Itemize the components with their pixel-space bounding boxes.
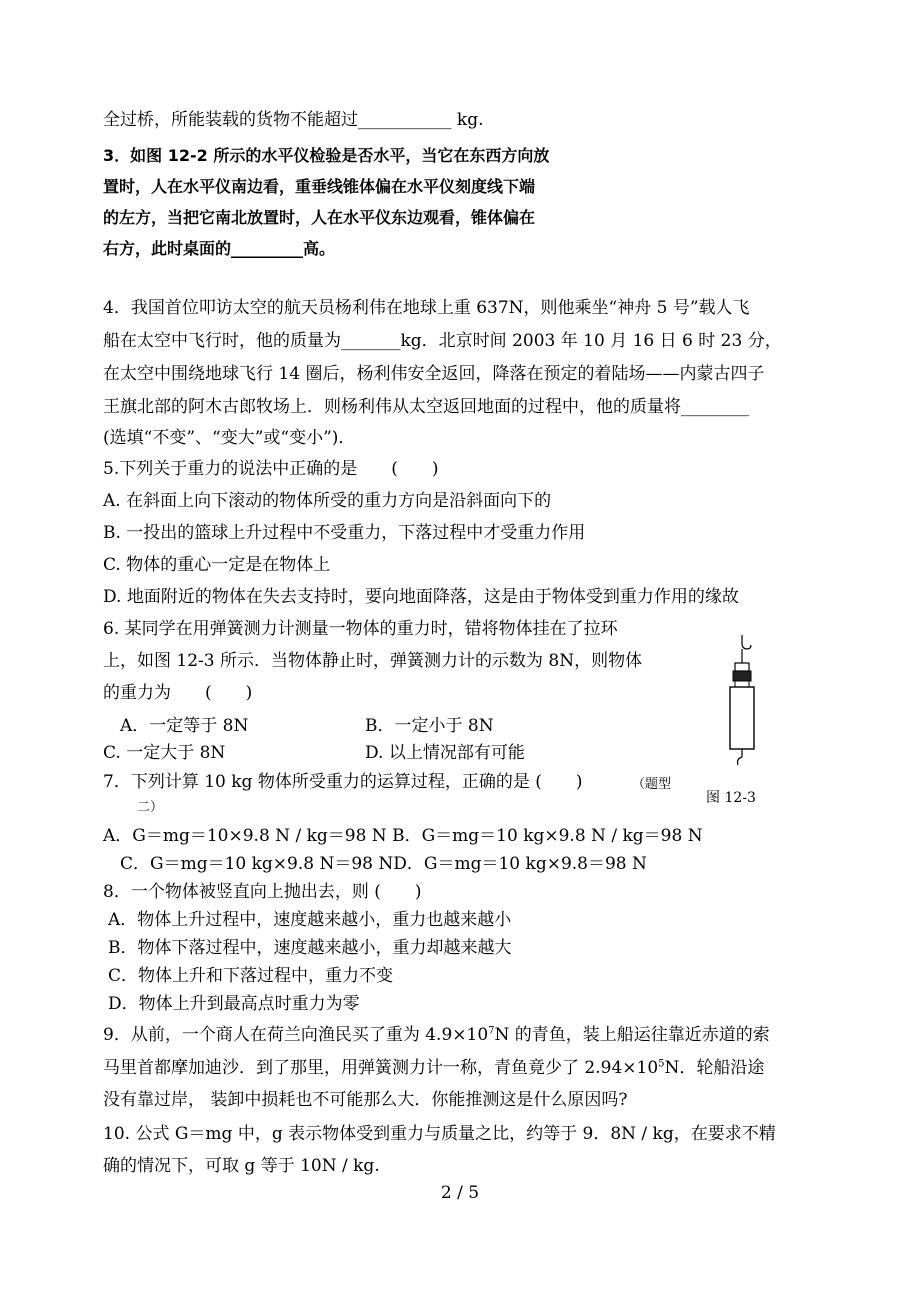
q8-option-d: D．物体上升到最高点时重力为零 (108, 994, 360, 1014)
spring-scale-figure (720, 633, 770, 773)
q8-option-a: A．物体上升过程中，速度越来越小，重力也越来越小 (108, 910, 512, 930)
q6-line-3: 的重力为 ( ) (103, 683, 253, 703)
q7-type-note-2: 二） (137, 800, 164, 815)
q9-exponent-1: 7 (488, 1025, 495, 1037)
q4-line-2: 船在太空中飞行时，他的质量为_______kg．北京时间 2003 年 10 月 16 日 6 时 23 分， (103, 331, 782, 351)
q3-line-2: 置时，人在水平仪南边看，重垂线锥体偏在水平仪刻度线下端 (103, 177, 536, 196)
q5-stem: 5.下列关于重力的说法中正确的是 ( ) (103, 459, 439, 479)
q5-option-a: A. 在斜面上向下滚动的物体所受的重力方向是沿斜面向下的 (103, 491, 552, 511)
q9-text-4: N．轮船沿途 (664, 1058, 765, 1078)
q9-line-2 (103, 1058, 764, 1078)
q10-line-2: 确的情况下，可取 g 等于 10N / kg. (103, 1156, 380, 1176)
q6-option-c: C. 一定大于 8N (103, 743, 226, 763)
q6-option-d: D. 以上情况部有可能 (365, 743, 525, 763)
figure-caption: 图 12-3 (706, 790, 756, 806)
q5-option-c: C. 物体的重心一定是在物体上 (103, 555, 331, 575)
q7-options-ab: A．G＝mg＝10×9.8 N / kg＝98 N B．G＝mg＝10 kg×9.8 N / kg＝98 N (103, 826, 703, 846)
q5-option-d: D. 地面附近的物体在失去支持时，要向地面降落，这是由于物体受到重力作用的缘故 (103, 587, 739, 607)
q3-line-3: 的左方，当把它南北放置时，人在水平仪东边观看，锥体偏在 (103, 208, 536, 227)
q4-line-1: 4．我国首位叩访太空的航天员杨利伟在地球上重 637N，则他乘坐“神舟 5 号”载人飞 (103, 298, 750, 318)
q7-options-cd: C．G＝mg＝10 kg×9.8 N＝98 ND．G＝mg＝10 kg×9.8＝98 N (120, 854, 647, 874)
q7-stem: 7．下列计算 10 kg 物体所受重力的运算过程，正确的是 ( ) (103, 772, 583, 792)
q8-stem: 8．一个物体被竖直向上抛出去，则 ( ) (103, 882, 422, 902)
q4-line-3: 在太空中围绕地球飞行 14 圈后，杨利伟安全返回，降落在预定的着陆场——内蒙古四子 (103, 364, 765, 384)
q3-line-1: 3．如图 12-2 所示的水平仪检验是否水平，当它在东西方向放 (103, 146, 550, 165)
q6-line-2: 上，如图 12-3 所示．当物体静止时，弹簧测力计的示数为 8N，则物体 (103, 651, 643, 671)
page-number: 2 / 5 (440, 1183, 480, 1203)
q5-option-b: B. 一投出的篮球上升过程中不受重力，下落过程中才受重力作用 (103, 523, 586, 543)
q8-option-b: B．物体下落过程中，速度越来越小，重力却越来越大 (108, 938, 512, 958)
q10-line-1: 10. 公式 G＝mg 中，g 表示物体受到重力与质量之比，约等于 9．8N / kg，在要求不精 (103, 1124, 776, 1144)
q4-line-5: (选填“不变”、“变大”或“变小”)． (103, 428, 356, 448)
hook-top-icon (742, 635, 751, 649)
q9-text-1: 9．从前，一个商人在荷兰向渔民买了重为 4.9×10 (103, 1025, 489, 1045)
q7-type-note: （题型 (632, 777, 672, 792)
q6-option-b: B．一定小于 8N (365, 716, 494, 736)
q9-text-3: 马里首都摩加迪沙．到了那里，用弹簧测力计一称，青鱼竟少了 2.94×10 (103, 1058, 659, 1078)
q2-tail-line: 全过桥，所能装载的货物不能超过___________ kg. (103, 110, 484, 130)
q6-option-a: A．一定等于 8N (120, 716, 249, 736)
q8-option-c: C．物体上升和下落过程中，重力不变 (108, 966, 394, 986)
q9-line-1 (103, 1025, 770, 1045)
q9-exponent-2: 5 (658, 1058, 665, 1070)
q4-line-4: 王旗北部的阿木古郎牧场上．则杨利伟从太空返回地面的过程中，他的质量将________ (103, 397, 749, 417)
q9-text-2: N 的青鱼，装上船运往靠近赤道的索 (494, 1025, 770, 1045)
q9-line-3: 没有靠过岸， 装卸中损耗也不可能那么大．你能推测这是什么原因吗? (103, 1090, 628, 1110)
q3-line-4: 右方，此时桌面的_________高。 (103, 239, 336, 258)
q6-line-1: 6. 某同学在用弹簧测力计测量一物体的重力时，错将物体挂在了拉环 (103, 619, 618, 639)
